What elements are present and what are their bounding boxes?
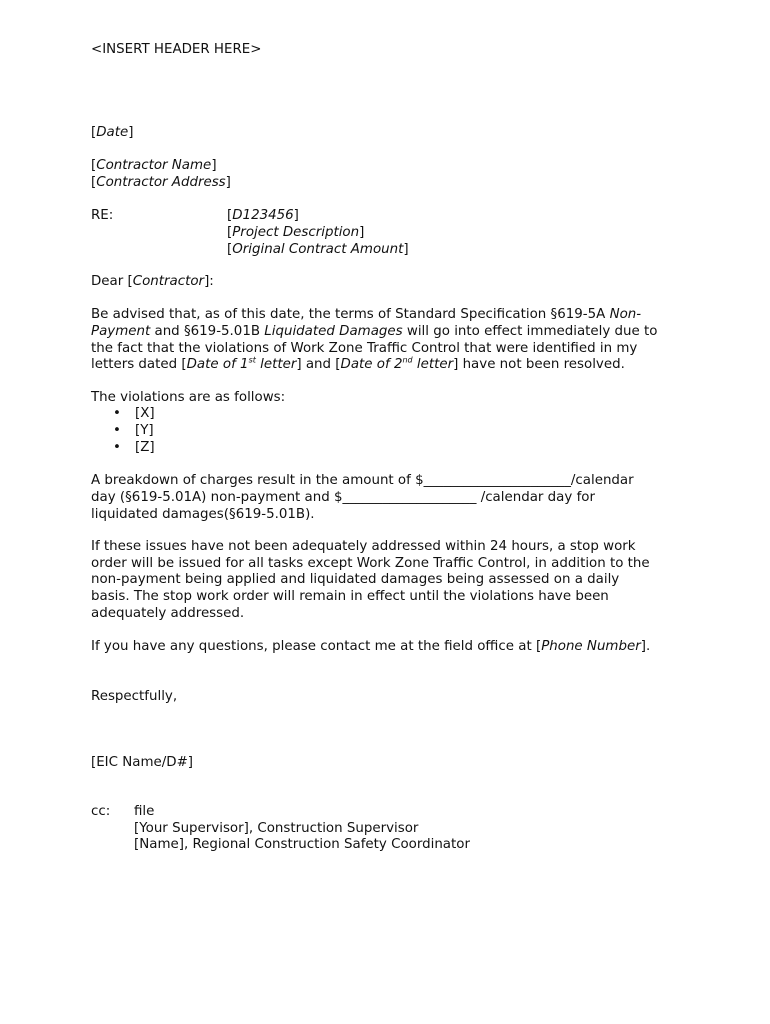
stop-work-line3: non-payment being applied and liquidated damages being assessed on a daily	[91, 572, 620, 587]
contractor-address: Contractor Address	[96, 175, 226, 190]
bullet-icon: •	[113, 423, 121, 438]
contractor-address-line: [Contractor Address]	[91, 175, 231, 190]
cc-line: [Name], Regional Construction Safety Coordinator	[134, 837, 470, 852]
stop-work-line2: order will be issued for all tasks except Work Zone Traffic Control, in addition to the	[91, 556, 650, 571]
re-label: RE:	[91, 208, 114, 223]
stop-work-line1: If these issues have not been adequately addressed within 24 hours, a stop work	[91, 539, 636, 554]
para1-line4: letters dated [Date of 1st letter] and [Date of 2nd letter] have not been resolved.	[91, 355, 625, 372]
date-placeholder: Date	[96, 125, 129, 140]
cc-line: file	[134, 804, 155, 819]
violation-item: [X]	[135, 406, 155, 421]
para1-line1: Be advised that, as of this date, the terms of Standard Specification §619-5A Non-	[91, 307, 642, 322]
signature: [EIC Name/D#]	[91, 755, 194, 770]
salutation: Dear [Contractor]:	[91, 274, 214, 289]
re-id: D123456	[232, 208, 294, 223]
charges-line2: day (§619-5.01A) non-payment and $____________________ /calendar day for	[91, 490, 595, 505]
stop-work-line4: basis. The stop work order will remain in effect until the violations have been	[91, 589, 609, 604]
re-project-description: Project Description	[232, 225, 360, 240]
re-original-contract-amount: Original Contract Amount	[232, 242, 404, 257]
charges-line3: liquidated damages(§619-5.01B).	[91, 507, 315, 522]
re-id-line: [D123456]	[227, 208, 299, 223]
contractor-name: Contractor Name	[96, 158, 212, 173]
re-amount-line: [Original Contract Amount]	[227, 242, 409, 257]
bullet-icon: •	[113, 406, 121, 421]
re-project-line: [Project Description]	[227, 225, 365, 240]
header-placeholder: <INSERT HEADER HERE>	[91, 42, 262, 57]
phone-number-placeholder: Phone Number	[541, 639, 641, 654]
salutation-name: Contractor	[132, 274, 205, 289]
bullet-icon: •	[113, 440, 121, 455]
questions-line: If you have any questions, please contact me at the field office at [Phone Number].	[91, 639, 651, 654]
violation-item: [Y]	[135, 423, 154, 438]
date-line: [Date]	[91, 125, 134, 140]
violation-item: [Z]	[135, 440, 155, 455]
stop-work-line5: adequately addressed.	[91, 606, 245, 621]
cc-line: [Your Supervisor], Construction Supervisor	[134, 821, 419, 836]
charges-line1: A breakdown of charges result in the amount of $______________________/calendar	[91, 473, 634, 488]
contractor-name-line: [Contractor Name]	[91, 158, 217, 173]
para1-line3: the fact that the violations of Work Zone Traffic Control that were identified in my	[91, 341, 638, 356]
closing: Respectfully,	[91, 689, 178, 704]
violations-intro: The violations are as follows:	[91, 390, 286, 405]
para1-line2: Payment and §619-5.01B Liquidated Damages will go into effect immediately due to	[91, 324, 658, 339]
cc-label: cc:	[91, 804, 111, 819]
